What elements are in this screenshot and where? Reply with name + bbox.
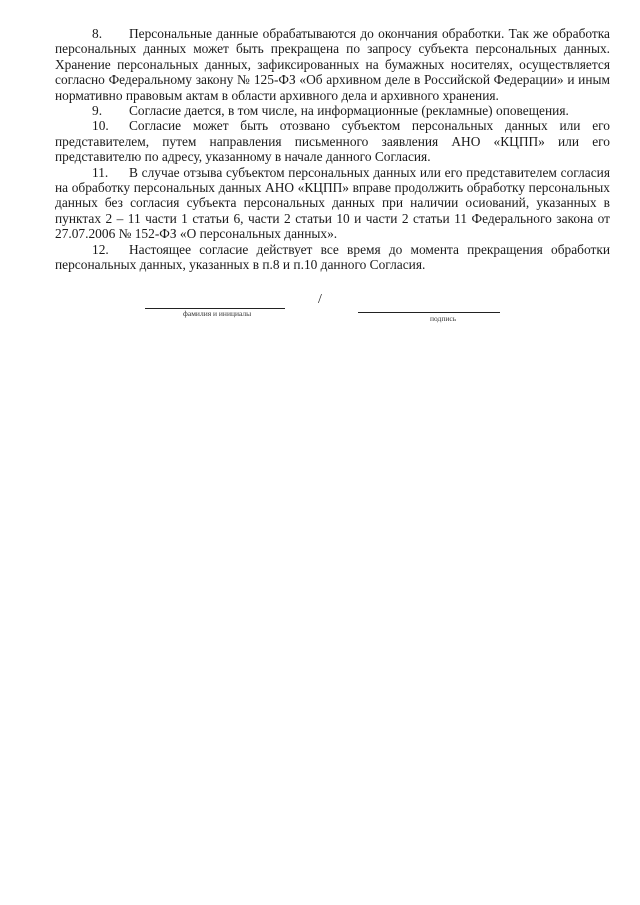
clause-text: Персональные данные обрабатываются до окончания обработки. Так же обработка персональных данных может быть прекращена по запросу субъекта персональных данных. Хранение персональных данных, зафиксированных на бумажных носителях, осуществляется согласно Федеральному закону № 125-ФЗ «Об архивном деле в Российской Федерации» и иным нормативно правовым актам в области архивного дела и архивного хранения.: [55, 26, 610, 103]
clause-text: Согласие дается, в том числе, на информационные (рекламные) оповещения.: [129, 103, 569, 119]
signature-block: [0, 288, 640, 348]
clause-12: [55, 242, 610, 273]
clause-number: 8.: [92, 26, 103, 41]
clause-11: [55, 165, 610, 242]
signature-caption: подпись: [430, 314, 457, 323]
signature-separator: /: [318, 292, 322, 307]
clause-text: Настоящее согласие действует все время до момента прекращения обработки персональных данных, указанных в п.8 и п.10 данного Согласия.: [55, 241, 610, 273]
clause-8: [55, 26, 610, 103]
clause-text: В случае отзыва субъектом персональных данных или его представителем согласия на обработку персональных данных АНО «КЦПП» вправе продолжить обработку персональных данных без согласия субъекта персональных данных при наличии осиований, указанных в пунктах 2 – 11 части 1 статьи 6, части 2 статьи 10 и части 2 статьи 11 Федерального закона от 27.07.2006 № 152-ФЗ «О персональных данных».: [55, 164, 610, 242]
clause-number: 9.: [92, 103, 103, 119]
clause-9: [55, 103, 610, 118]
signature-line[interactable]: [358, 312, 500, 313]
clause-10: [55, 118, 610, 164]
clause-number: 11.: [92, 164, 109, 180]
clause-text: Согласие может быть отозвано субъектом персональных данных или его представителем, путем направления письменного заявления АНО «КЦПП» или его представителю по адресу, указанному в начале данного Согласия.: [55, 118, 610, 165]
name-caption: фамилия и инициалы: [183, 309, 252, 318]
clause-number: 10.: [92, 118, 109, 134]
clause-number: 12.: [92, 241, 109, 257]
consent-body: [55, 26, 610, 273]
